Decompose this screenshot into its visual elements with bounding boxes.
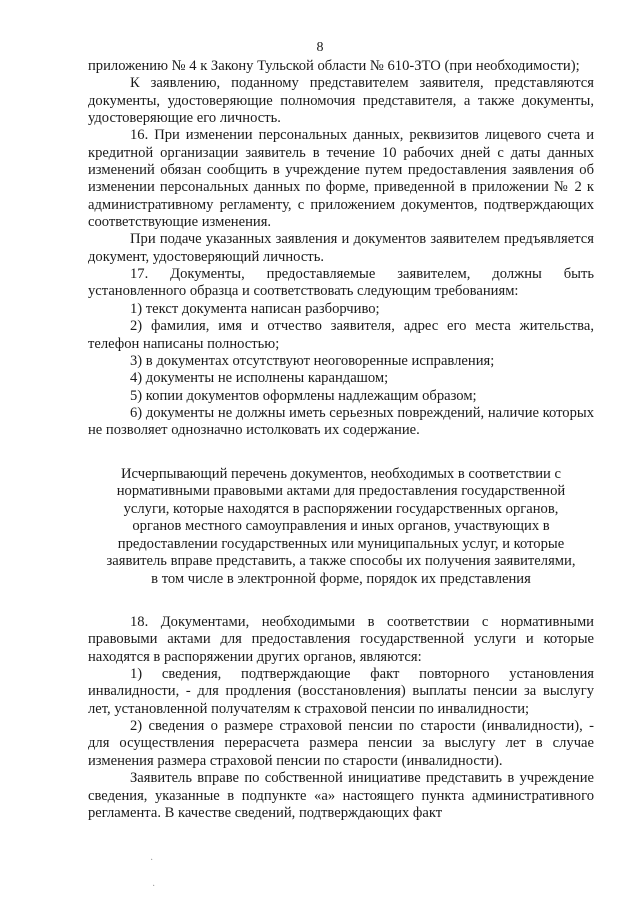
scan-speck: · [152,881,156,892]
requirement-item-6: 6) документы не должны иметь серьезных повреждений, наличие которых не позволяет однозначно истолковать их содержание. [88,404,594,439]
document-item-1: 1) сведения, подтверждающие факт повторного установления инвалидности, - для продления (восстановления) выплаты пенсии за выслугу лет, установленной получателям к страховой пенсии по инвалидности; [88,666,594,717]
requirement-item-3: 3) в документах отсутствуют неоговоренные исправления; [130,352,495,369]
requirement-item-2: 2) фамилия, имя и отчество заявителя, адрес его места жительства, телефон написаны полностью; [88,318,594,352]
document-item-2: 2) сведения о размере страховой пенсии по старости (инвалидности), - для осуществления перерасчета размера пенсии за выслугу лет в случае изменения размера страховой пенсии по старости (инвалидности). [88,718,594,769]
requirement-item-5: 5) копии документов оформлены надлежащим образом; [130,387,477,404]
requirement-item-4: 4) документы не исполнены карандашом; [130,370,389,387]
requirement-item-1: 1) текст документа написан разборчиво; [130,300,380,317]
paragraph-continuation: приложению № 4 к Закону Тульской области № 610-ЗТО (при необходимости); [88,58,580,74]
scan-speck: · [150,855,154,866]
document-body [88,58,594,822]
paragraph-applicant-initiative: Заявитель вправе по собственной инициативе представить в учреждение сведения, указанные в подпункте «а» настоящего пункта административного регламента. В качестве сведений, подтверждающих факт [88,770,594,821]
paragraph-item-17: 17. Документы, предоставляемые заявителем, должны быть установленного образца и соответствовать следующим требованиям: [88,266,594,300]
paragraph-representative-documents: К заявлению, поданному представителем заявителя, представляются документы, удостоверяющие полномочия представителя, а также документы, удостоверяющие его личность. [88,75,594,127]
spacer [88,440,594,466]
page-number: 8 [316,40,324,55]
spacer [88,588,594,614]
paragraph-item-18: 18. Документами, необходимыми в соответствии с нормативными правовыми актами для предоставления государственной услуги и которые находятся в распоряжении других органов, являются: [88,614,594,665]
paragraph-identity-document: При подаче указанных заявления и документов заявителем предъявляется документ, удостоверяющий личность. [88,231,594,265]
paragraph-item-16: 16. При изменении персональных данных, реквизитов лицевого счета и кредитной организации заявитель в течение 10 рабочих дней с даты данных изменений обязан сообщить в учреждение путем предоставления заявления об изменении персональных данных по форме, приведенной в приложении № 2 к административному регламенту, с приложением документов, подтверждающих соответствующие изменения. [88,127,594,231]
section-heading: Исчерпывающий перечень документов, необходимых в соответствии с нормативными правовыми актами для предоставления государственной услуги, которые находятся в распоряжении государственных органов, органов местного самоуправления и иных органов, участвующих в предоставлении государственных или муниципальных услуг, и которые заявитель вправе представить, а также способы их получения заявителями, в том числе в электронной форме, порядок их представления [106,465,576,587]
